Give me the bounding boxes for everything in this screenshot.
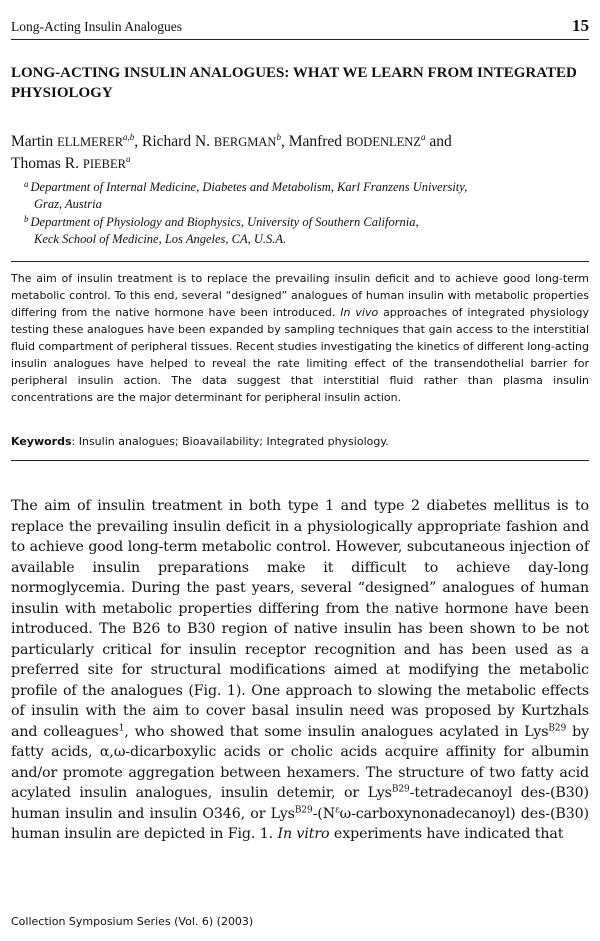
page-footer: Collection Symposium Series (Vol. 6) (2003) (11, 915, 254, 928)
running-header (11, 17, 589, 40)
reference-marker: 1 (118, 722, 125, 733)
article-title: LONG-ACTING INSULIN ANALOGUES: WHAT WE LEARN FROM INTEGRATED PHYSIOLOGY (11, 65, 577, 101)
author: Manfred BODENLENZ$^a$ (288, 131, 426, 150)
affiliation-b: $^b$ Department of Physiology and Biophysics, University of Southern California, Keck School of Medicine, Los Angeles, CA, U.S.A. (24, 214, 419, 246)
running-title: Long-Acting Insulin Analogues (11, 19, 182, 34)
author: Martin ELLMERER$^{a,b}$ (11, 131, 135, 150)
abstract: The aim of insulin treatment is to replace the prevailing insulin deficit and to achieve good long-term metabolic control. To this end, several “designed” analogues of human insulin with metabolic properties differing from the native hormone have been introduced. In vivo approaches of integrated physiology testing these analogues have been expanded by sampling techniques that gain access to the interstitial fluid compartment of peripheral tissues. Recent studies investigating the kinetics of different long-acting insulin analogues have helped to reveal the rate limiting effect of the transendothelial barrier for peripheral insulin action. The data suggest that interstitial fluid rather than plasma insulin concentrations are the major determinant for peripheral insulin action. (11, 272, 590, 404)
abstract-bottom-rule (11, 460, 589, 461)
affiliation-a: $^a$ Department of Internal Medicine, Diabetes and Metabolism, Karl Franzens University, Graz, Austria (24, 179, 468, 211)
abstract-top-rule (11, 261, 589, 262)
keywords: Keywords: Insulin analogues; Bioavailability; Integrated physiology. (11, 435, 389, 448)
author-list: Martin ELLMERER$^{a,b}$, Richard N. BERGMAN$^b$, Manfred BODENLENZ$^a$ and Thomas R. PIEBER$^a$ (11, 131, 452, 172)
author: Richard N. BERGMAN$^b$ (142, 131, 281, 150)
page-number: 15 (572, 16, 589, 35)
author: Thomas R. PIEBER$^a$ (11, 153, 131, 172)
body-paragraph: The aim of insulin treatment in both type 1 and type 2 diabetes mellitus is to replace the prevailing insulin deficit in a physiologically appropriate fashion and to achieve good long-term metabolic control. However, subcutaneous injection of available insulin preparations make it difficult to achieve day-long normoglycemia. During the past years, several “designed” analogues of human insulin with metabolic properties differing from the native hormone have been introduced. The B26 to B30 region of native insulin has been shown to be not particularly critical for insulin receptor recognition and has been used as a preferred site for structural modifications aimed at modifying the metabolic profile of the analogues (Fig. 1). One approach to slowing the metabolic effects of insulin with the aim to cover basal insulin need was proposed by Kurtzhals and colleagues$^1$, who showed that some insulin analogues acylated in Lys$^{B29}$ by fatty acids, α,ω-dicarboxylic acids or cholic acids acquire affinity for albumin and/or promote aggregation between hexamers. The structure of two fatty acid acylated insulin analogues, insulin detemir, or Lys$^{B29}$-tetradecanoyl des-(B30) human insulin and insulin O346, or $Lys^{B29}-(N^\varepsilon\omega-carboxynonadecanoyl)$ des-(B30) human insulin are depicted in Fig. 1. In vitro experiments have indicated that (11, 498, 589, 842)
